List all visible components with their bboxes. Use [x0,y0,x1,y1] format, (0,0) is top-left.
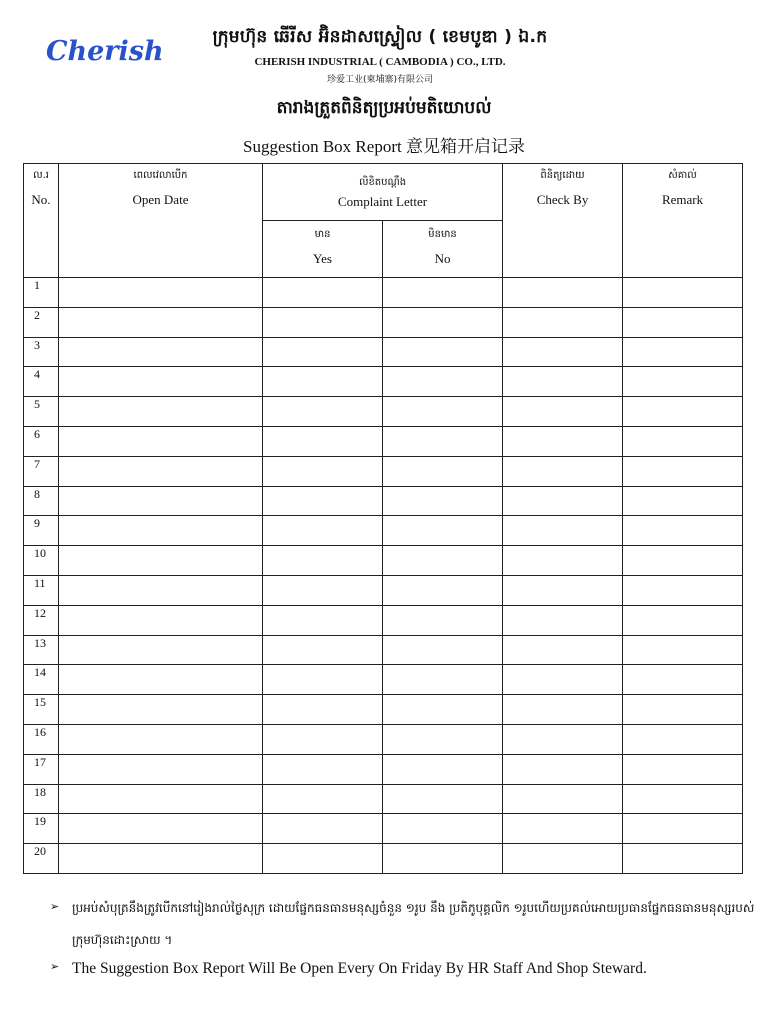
no-cell[interactable] [383,575,503,605]
header-yes-kh: មាន [314,229,331,240]
table-row [24,486,743,516]
check-by-cell[interactable] [503,665,623,695]
remark-cell[interactable] [623,784,743,814]
yes-cell[interactable] [263,486,383,516]
yes-cell[interactable] [263,605,383,635]
yes-cell[interactable] [263,575,383,605]
company-name-khmer: ក្រុមហ៊ុន ឆើរីស អ៊ិនដាសស្ទ្រៀល ( ខេមបូឌា ) ឯ.ក [212,27,548,47]
remark-cell[interactable] [623,844,743,874]
no-cell[interactable] [383,397,503,427]
no-cell[interactable] [383,426,503,456]
open-date-cell[interactable] [59,367,263,397]
check-by-cell[interactable] [503,605,623,635]
header-open-date-kh: ពេលវេលាបើក [133,170,188,181]
no-cell[interactable] [383,516,503,546]
row-number: 4 [24,367,59,397]
no-cell[interactable] [383,605,503,635]
report-title-khmer: តារាងត្រួតពិនិត្យប្រអប់មតិយោបល់ [276,98,492,118]
check-by-cell[interactable] [503,397,623,427]
no-cell[interactable] [383,307,503,337]
remark-cell[interactable] [623,278,743,308]
open-date-cell[interactable] [59,307,263,337]
header-check-by-kh: ពិនិត្យដោយ [540,170,585,181]
table-row [24,367,743,397]
open-date-cell[interactable] [59,278,263,308]
yes-cell[interactable] [263,784,383,814]
row-number: 1 [24,278,59,308]
row-number: 14 [24,665,59,695]
table-row [24,665,743,695]
row-number: 12 [24,605,59,635]
row-number: 17 [24,754,59,784]
table-row [24,426,743,456]
header-check-by-en: Check By [536,192,589,207]
row-number: 20 [24,844,59,874]
company-name-english: CHERISH INDUSTRIAL ( CAMBODIA ) CO., LTD. [254,56,506,68]
arrow-bullet-icon: ➢ [50,960,60,973]
check-by-cell[interactable] [503,278,623,308]
header-complaint-en: Complaint Letter [337,193,428,209]
open-date-cell[interactable] [59,397,263,427]
no-cell[interactable] [383,695,503,725]
yes-cell[interactable] [263,426,383,456]
table-row [24,635,743,665]
yes-cell[interactable] [263,546,383,576]
yes-cell[interactable] [263,635,383,665]
no-cell[interactable] [383,367,503,397]
remark-cell[interactable] [623,635,743,665]
row-number: 6 [24,426,59,456]
remark-cell[interactable] [623,426,743,456]
open-date-cell[interactable] [59,814,263,844]
yes-cell[interactable] [263,516,383,546]
no-cell[interactable] [383,724,503,754]
header-no-letter-en: No [434,251,451,266]
remark-cell[interactable] [623,546,743,576]
table-row [24,814,743,844]
open-date-cell[interactable] [59,695,263,725]
header-no-kh: ល.រ [33,170,49,181]
yes-cell[interactable] [263,665,383,695]
row-number: 9 [24,516,59,546]
table-row [24,516,743,546]
note-khmer-line1: ប្រអប់សំបុត្រនឹងត្រូវបើកនៅរៀងរាល់ថ្ងៃសុក្រ ដោយផ្នែកធនធានមនុស្សចំនួន ១រូប នឹង ប្រតិភូបុគ្គលិក ១រូបហើយប្រគល់អោយប្រធានផ្នែកធនធានមនុស្សរបស់ [72,901,755,915]
remark-cell[interactable] [623,575,743,605]
no-cell[interactable] [383,486,503,516]
row-number: 15 [24,695,59,725]
no-cell[interactable] [383,754,503,784]
check-by-cell[interactable] [503,724,623,754]
open-date-cell[interactable] [59,754,263,784]
remark-cell[interactable] [623,754,743,784]
remark-cell[interactable] [623,307,743,337]
logo-text: Cherish [46,36,164,67]
no-cell[interactable] [383,814,503,844]
header-complaint-letter [263,164,503,221]
yes-cell[interactable] [263,367,383,397]
yes-cell[interactable] [263,337,383,367]
remark-cell[interactable] [623,367,743,397]
no-cell[interactable] [383,635,503,665]
check-by-cell[interactable] [503,784,623,814]
yes-cell[interactable] [263,844,383,874]
no-cell[interactable] [383,278,503,308]
open-date-cell[interactable] [59,575,263,605]
remark-cell[interactable] [623,814,743,844]
suggestion-box-table [23,163,743,874]
table-row [24,278,743,308]
table-row [24,784,743,814]
row-number: 19 [24,814,59,844]
open-date-cell[interactable] [59,486,263,516]
header-open-date [59,164,263,278]
check-by-cell[interactable] [503,516,623,546]
header-yes [263,221,383,278]
check-by-cell[interactable] [503,814,623,844]
yes-cell[interactable] [263,754,383,784]
row-number: 3 [24,337,59,367]
table-row [24,546,743,576]
check-by-cell[interactable] [503,337,623,367]
company-name-chinese: 珍爱工业(柬埔寨)有限公司 [326,75,434,85]
row-number: 5 [24,397,59,427]
table-row [24,575,743,605]
open-date-cell[interactable] [59,844,263,874]
header-no-letter-kh: មិនមាន [428,229,457,240]
no-cell[interactable] [383,665,503,695]
no-cell[interactable] [383,844,503,874]
note-english-text: The Suggestion Box Report Will Be Open Every On Friday By HR Staff And Shop Steward. [72,960,647,977]
yes-cell[interactable] [263,724,383,754]
remark-cell[interactable] [623,516,743,546]
header-remark [623,164,743,278]
no-cell[interactable] [383,784,503,814]
remark-cell[interactable] [623,665,743,695]
table-row [24,605,743,635]
remark-cell[interactable] [623,695,743,725]
yes-cell[interactable] [263,456,383,486]
table-row [24,754,743,784]
no-cell[interactable] [383,337,503,367]
open-date-cell[interactable] [59,546,263,576]
remark-cell[interactable] [623,605,743,635]
no-cell[interactable] [383,456,503,486]
open-date-cell[interactable] [59,516,263,546]
table-row [24,456,743,486]
open-date-cell[interactable] [59,337,263,367]
yes-cell[interactable] [263,695,383,725]
open-date-cell[interactable] [59,665,263,695]
yes-cell[interactable] [263,307,383,337]
open-date-cell[interactable] [59,784,263,814]
open-date-cell[interactable] [59,456,263,486]
check-by-cell[interactable] [503,367,623,397]
check-by-cell[interactable] [503,456,623,486]
open-date-cell[interactable] [59,605,263,635]
header-no-en: No. [31,192,51,207]
row-number: 18 [24,784,59,814]
remark-cell[interactable] [623,724,743,754]
check-by-cell[interactable] [503,695,623,725]
yes-cell[interactable] [263,814,383,844]
table-row [24,695,743,725]
row-number: 11 [24,575,59,605]
no-cell[interactable] [383,546,503,576]
remark-cell[interactable] [623,397,743,427]
open-date-cell[interactable] [59,635,263,665]
header-no-letter [383,221,503,278]
header-check-by [503,164,623,278]
table-row [24,397,743,427]
header-no [24,164,59,278]
check-by-cell[interactable] [503,426,623,456]
header-yes-en: Yes [313,251,332,266]
check-by-cell[interactable] [503,307,623,337]
row-number: 8 [24,486,59,516]
remark-cell[interactable] [623,456,743,486]
check-by-cell[interactable] [503,754,623,784]
check-by-cell[interactable] [503,546,623,576]
table-row [24,337,743,367]
note-khmer-line2: ក្រុមហ៊ុនដោះស្រាយ ។ [72,933,173,947]
arrow-bullet-icon: ➢ [50,900,60,913]
table-row [24,724,743,754]
check-by-cell[interactable] [503,844,623,874]
remark-cell[interactable] [623,486,743,516]
row-number: 2 [24,307,59,337]
row-number: 13 [24,635,59,665]
report-title: Suggestion Box Report 意见箱开启记录 [243,137,525,156]
remark-cell[interactable] [623,337,743,367]
table-row [24,307,743,337]
check-by-cell[interactable] [503,635,623,665]
check-by-cell[interactable] [503,575,623,605]
yes-cell[interactable] [263,278,383,308]
row-number: 7 [24,456,59,486]
open-date-cell[interactable] [59,426,263,456]
header-open-date-en: Open Date [132,192,189,207]
header-complaint-kh: លិខិតបណ្តឹង [358,176,407,188]
header-remark-kh: សំគាល់ [668,170,697,181]
row-number: 10 [24,546,59,576]
header-remark-en: Remark [661,192,704,207]
open-date-cell[interactable] [59,724,263,754]
table-row [24,844,743,874]
company-logo [44,30,164,74]
check-by-cell[interactable] [503,486,623,516]
yes-cell[interactable] [263,397,383,427]
row-number: 16 [24,724,59,754]
